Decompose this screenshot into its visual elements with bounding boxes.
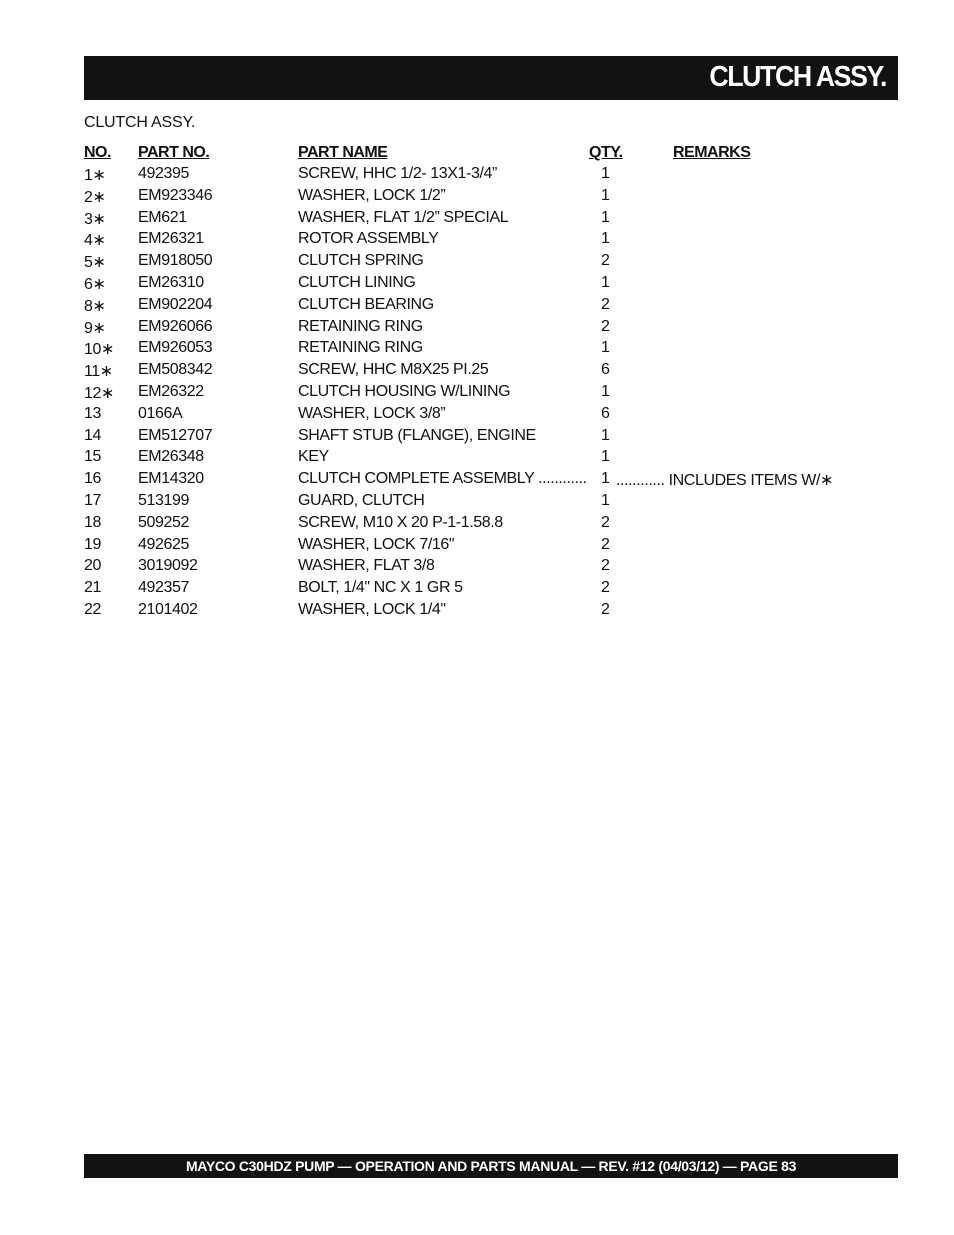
qty-cell: 1 bbox=[601, 470, 610, 488]
table-row bbox=[0, 468, 954, 490]
part-name-cell: WASHER, LOCK 1/2” bbox=[298, 186, 446, 204]
column-header-qty: QTY. bbox=[589, 144, 623, 161]
part-no-cell: EM926066 bbox=[138, 317, 213, 335]
part-no-cell: 509252 bbox=[138, 513, 189, 531]
table-row bbox=[0, 250, 954, 272]
part-number-index: 9∗ bbox=[84, 319, 106, 337]
part-no-cell: EM14320 bbox=[138, 470, 204, 488]
table-row bbox=[0, 446, 954, 468]
table-row bbox=[0, 490, 954, 512]
column-header-no: NO. bbox=[84, 144, 111, 161]
column-header-part-name: PART NAME bbox=[298, 144, 388, 161]
part-no-cell: EM26348 bbox=[138, 448, 204, 466]
part-number-index: 11∗ bbox=[84, 363, 113, 381]
part-name-cell: WASHER, FLAT 1/2” SPECIAL bbox=[298, 208, 509, 226]
part-no-cell: 0166A bbox=[138, 404, 183, 422]
part-name-cell: WASHER, LOCK 3/8” bbox=[298, 404, 446, 422]
part-name-cell: BOLT, 1/4" NC X 1 GR 5 bbox=[298, 579, 463, 597]
part-no-cell: EM26322 bbox=[138, 382, 204, 400]
part-no-cell: EM512707 bbox=[138, 426, 213, 444]
part-number-index: 6∗ bbox=[84, 275, 106, 293]
qty-cell: 1 bbox=[601, 339, 610, 357]
parts-table-header bbox=[0, 144, 954, 164]
qty-cell: 2 bbox=[601, 317, 610, 335]
part-number-index: 19 bbox=[84, 535, 101, 553]
part-no-cell: EM508342 bbox=[138, 361, 213, 379]
qty-cell: 2 bbox=[601, 579, 610, 597]
qty-cell: 6 bbox=[601, 404, 610, 422]
qty-cell: 1 bbox=[601, 448, 610, 466]
table-row bbox=[0, 555, 954, 577]
table-row bbox=[0, 381, 954, 403]
part-name-cell: WASHER, LOCK 7/16" bbox=[298, 535, 455, 553]
page-title: CLUTCH ASSY. bbox=[709, 61, 886, 93]
qty-cell: 1 bbox=[601, 273, 610, 291]
table-row bbox=[0, 228, 954, 250]
part-name-cell: RETAINING RING bbox=[298, 339, 423, 357]
part-name-cell: CLUTCH COMPLETE ASSEMBLY ............ bbox=[298, 470, 587, 488]
table-row bbox=[0, 294, 954, 316]
part-name-cell: GUARD, CLUTCH bbox=[298, 491, 425, 509]
part-name-cell: WASHER, LOCK 1/4" bbox=[298, 600, 446, 618]
part-number-index: 18 bbox=[84, 513, 101, 531]
qty-cell: 1 bbox=[601, 208, 610, 226]
part-number-index: 17 bbox=[84, 491, 101, 509]
qty-cell: 2 bbox=[601, 252, 610, 270]
table-row bbox=[0, 316, 954, 338]
qty-cell: 2 bbox=[601, 513, 610, 531]
part-no-cell: EM923346 bbox=[138, 186, 213, 204]
part-name-cell: CLUTCH HOUSING W/LINING bbox=[298, 382, 511, 400]
qty-cell: 6 bbox=[601, 361, 610, 379]
qty-cell: 1 bbox=[601, 491, 610, 509]
qty-cell: 1 bbox=[601, 426, 610, 444]
section-label: CLUTCH ASSY. bbox=[84, 114, 196, 131]
qty-cell: 2 bbox=[601, 535, 610, 553]
part-no-cell: 3019092 bbox=[138, 557, 198, 575]
table-row bbox=[0, 207, 954, 229]
part-name-cell: WASHER, FLAT 3/8 bbox=[298, 557, 435, 575]
part-number-index: 22 bbox=[84, 600, 101, 618]
part-number-index: 14 bbox=[84, 426, 101, 444]
part-name-cell: SCREW, HHC 1/2- 13X1-3/4” bbox=[298, 165, 497, 182]
part-no-cell: 492625 bbox=[138, 535, 189, 553]
part-no-cell: EM26321 bbox=[138, 230, 204, 248]
part-name-cell: CLUTCH SPRING bbox=[298, 252, 424, 270]
part-number-index: 13 bbox=[84, 404, 101, 422]
footer-text: MAYCO C30HDZ PUMP — OPERATION AND PARTS MANUAL — REV. #12 (04/03/12) — PAGE 83 bbox=[185, 1158, 797, 1174]
part-no-cell: 513199 bbox=[138, 491, 189, 509]
part-name-cell: CLUTCH LINING bbox=[298, 273, 416, 291]
qty-cell: 2 bbox=[601, 600, 610, 618]
part-no-cell: EM26310 bbox=[138, 273, 204, 291]
table-row bbox=[0, 337, 954, 359]
table-row bbox=[0, 577, 954, 599]
qty-cell: 2 bbox=[601, 557, 610, 575]
remarks-cell: ............ INCLUDES ITEMS W/∗ bbox=[616, 472, 834, 490]
qty-cell: 1 bbox=[601, 186, 610, 204]
part-name-cell: ROTOR ASSEMBLY bbox=[298, 230, 439, 248]
part-number-index: 1∗ bbox=[84, 167, 106, 184]
column-header-remarks: REMARKS bbox=[673, 144, 751, 161]
part-name-cell: SCREW, M10 X 20 P-1-1.58.8 bbox=[298, 513, 503, 531]
part-no-cell: EM918050 bbox=[138, 252, 213, 270]
part-name-cell: RETAINING RING bbox=[298, 317, 423, 335]
part-number-index: 15 bbox=[84, 448, 101, 466]
table-row bbox=[0, 534, 954, 556]
part-no-cell: EM621 bbox=[138, 208, 187, 226]
part-number-index: 4∗ bbox=[84, 232, 106, 250]
table-row bbox=[0, 403, 954, 425]
qty-cell: 2 bbox=[601, 295, 610, 313]
part-name-cell: SHAFT STUB (FLANGE), ENGINE bbox=[298, 426, 536, 444]
part-name-cell: SCREW, HHC M8X25 PI.25 bbox=[298, 361, 489, 379]
footer-bar bbox=[84, 1154, 898, 1178]
part-no-cell: EM926053 bbox=[138, 339, 213, 357]
parts-table bbox=[0, 163, 954, 621]
part-number-index: 3∗ bbox=[84, 210, 106, 228]
part-number-index: 8∗ bbox=[84, 297, 106, 315]
part-number-index: 2∗ bbox=[84, 188, 106, 206]
part-no-cell: 2101402 bbox=[138, 600, 198, 618]
part-name-cell: KEY bbox=[298, 448, 329, 466]
part-number-index: 12∗ bbox=[84, 384, 115, 402]
table-row bbox=[0, 272, 954, 294]
table-row bbox=[0, 359, 954, 381]
part-number-index: 21 bbox=[84, 579, 101, 597]
part-no-cell: EM902204 bbox=[138, 295, 213, 313]
table-row bbox=[0, 185, 954, 207]
table-row bbox=[0, 163, 954, 185]
part-name-cell: CLUTCH BEARING bbox=[298, 295, 434, 313]
table-row bbox=[0, 512, 954, 534]
part-number-index: 10∗ bbox=[84, 341, 115, 359]
part-no-cell: 492395 bbox=[138, 165, 189, 182]
qty-cell: 1 bbox=[601, 165, 610, 182]
header-bar bbox=[84, 56, 898, 100]
part-number-index: 16 bbox=[84, 470, 101, 488]
qty-cell: 1 bbox=[601, 382, 610, 400]
part-number-index: 5∗ bbox=[84, 254, 106, 272]
table-row bbox=[0, 425, 954, 447]
column-header-part-no: PART NO. bbox=[138, 144, 210, 161]
part-number-index: 20 bbox=[84, 557, 101, 575]
part-no-cell: 492357 bbox=[138, 579, 189, 597]
table-row bbox=[0, 599, 954, 621]
qty-cell: 1 bbox=[601, 230, 610, 248]
